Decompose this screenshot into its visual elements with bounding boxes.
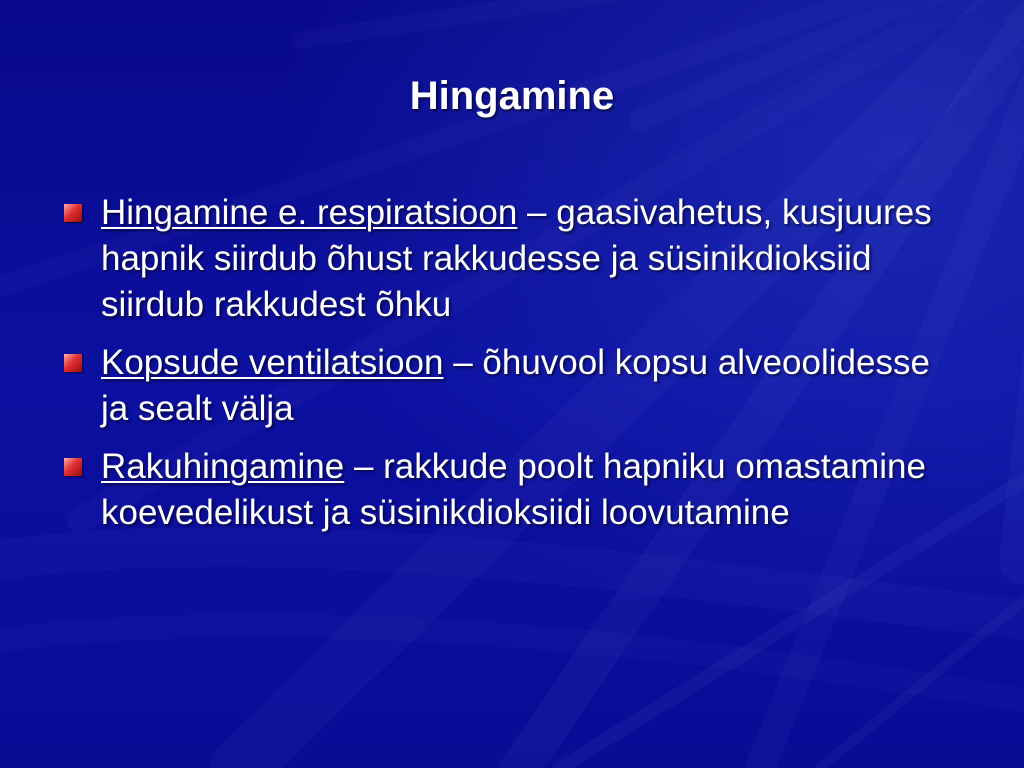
- bullet-definition: – gaasivahetus, kusjuures hapnik siirdub õhust rakkudesse ja süsinikdioksiid siirdub rakkudest õhku: [101, 193, 932, 324]
- bullet-term: Rakuhingamine: [101, 447, 345, 486]
- bullet-definition: – õhuvool kopsu alveoolidesse ja sealt välja: [101, 343, 930, 428]
- slide-title: Hingamine: [409, 74, 615, 118]
- red-square-bullet-icon: [64, 354, 82, 372]
- bullet-term: Hingamine e. respiratsioon: [101, 193, 518, 232]
- bullet-definition: – rakkude poolt hapniku omastamine koevedelikust ja süsinikdioksiidi loovutamine: [101, 447, 926, 532]
- bullet-item: [0, 444, 1024, 536]
- red-square-bullet-icon: [64, 204, 82, 222]
- bullet-item: [0, 340, 1024, 432]
- bullet-item: [0, 190, 1024, 328]
- bullet-term: Kopsude ventilatsioon: [101, 343, 444, 382]
- red-square-bullet-icon: [64, 458, 82, 476]
- bullet-list: [0, 190, 1024, 548]
